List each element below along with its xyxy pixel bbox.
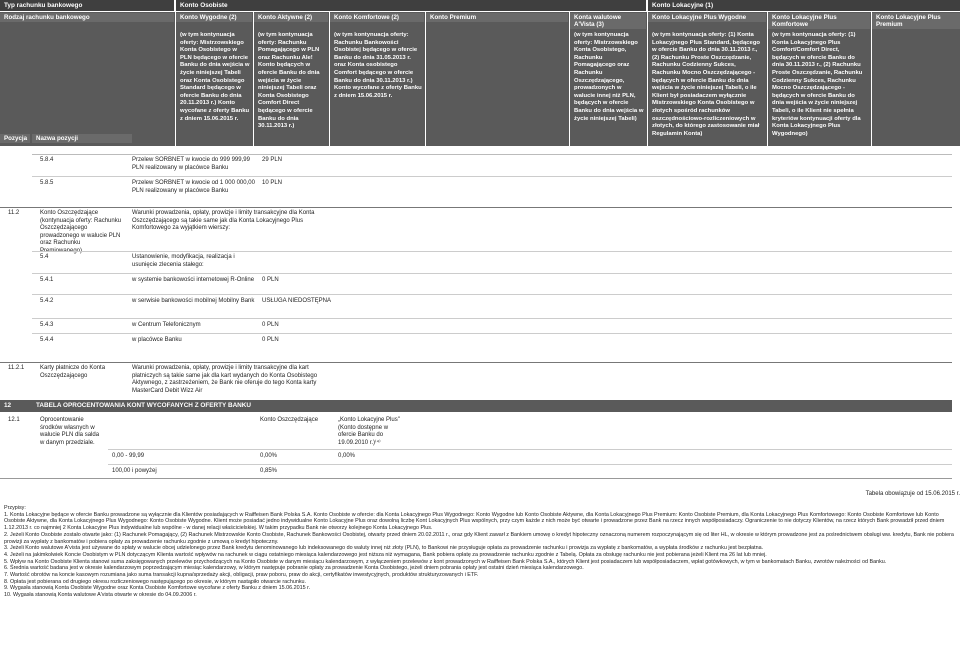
row-divider xyxy=(32,333,952,334)
footnote: 1. Konta Lokacyjne będące w ofercie Banku prowadzone są wyłącznie dla Klientów posiadających w Raiffeisen Bank Polska S.A. Konto Osobiste w ofercie: dla Konta Lokacyjnego Plus Wygodnego: Konto Wygodne lub Konto Osobiste Aktywne, dla Konta Lokacyjnego Plus Premium: Konto Osobiste Premium, dla Konta Lokacyjnego Plus Komfortowego: Konto Osobiste Komfortowe lub Konto Osobiste Aktywne, dla Konta Lokacyjnego Plus Wygodnego: Konto Osobiste Wygodne. Klient może posiadać jedno indywidualne Konto Lokacyjne Plus oraz dowolną liczbę Kont Lokacyjnych Plus wspólnych, przy czym każde z nich może być otwarte i prowadzone przez Bank na rzecz innych współposiadaczy. Ograniczenie to nie dotyczy Klientów, na rzecz których Bank prowadził przed dniem 1.12.2013 r. co najmniej 2 Konta Lokacyjne Plus indywidualne lub wspólne - w danej relacji właścicielskiej. W takim przypadku Bank nie otworzy kolejnego Konta Lokacyjnego Plus. xyxy=(4,511,945,532)
row-divider xyxy=(108,449,952,450)
row-name: w serwisie bankowości mobilnej Mobilny Bank xyxy=(132,298,255,304)
row-value: 29 PLN xyxy=(262,157,283,163)
section-12-title: TABELA OPROCENTOWANIA KONT WYCOFANYCH Z OFERTY BANKU xyxy=(36,402,252,409)
header-konto-lokacyjne: Konto Lokacyjne (1) xyxy=(648,0,960,11)
desc-lokacyjne-wygodne: (w tym kontynuacja oferty: (1) Konta Lokacyjnego Plus Standard, będącego w ofercie Banku do dnia 30.11.2013 r., (2) Rachunku Proste Oszczędzanie, Rachunku Codzienny Sukces, Rachunku Mocno Oszczędzającego - będących w ofercie Banku do dnia wejścia w życie niniejszej Tabeli, o ile Klient był posiadaczem wyłącznie Mistrzowskiego Konta Osobistego w złotych spośród rachunków oszczędnościowo-rozliczeniowych w złotych, do którego zastosowanie miał Regulamin Konta) xyxy=(652,32,761,137)
row-divider xyxy=(32,176,952,177)
row-name: Ustanowienie, modyfikacja, realizacja i usunięcie zlecenia stałego: xyxy=(132,254,235,268)
row-name: w systemie bankowości internetowej R-Online xyxy=(132,277,255,283)
row-num: 5.4.2 xyxy=(40,298,54,304)
row-num: 5.4.4 xyxy=(40,337,54,343)
interest-value-a: 0,85% xyxy=(260,468,278,474)
footnote: 6. Średnia wartość badana jest w okresie kalendarzowym poprzedzającym miesiąc kalendarzowy, w którym następuje pobranie opłaty za prowadzenie Konta Osobistego, jeżeli dniem pobrania opłaty jest ostatni dzień miesiąca kalendarzowego. xyxy=(4,565,584,572)
row-divider xyxy=(32,294,952,295)
interest-range: 0,00 - 99,99 xyxy=(112,453,145,459)
footnotes-title: Przypisy: xyxy=(4,505,26,511)
row-num: 5.8.4 xyxy=(40,157,54,163)
interest-col-b-header: „Konto Lokacyjne Plus" (Konto dostępne w ofercie Banku do 19.09.2010 r.)⁽⁴⁾ xyxy=(338,417,400,446)
col-lokacyjne-wygodne: Konto Lokacyjne Plus Wygodne xyxy=(648,13,766,22)
effective-date: Tabela obowiązuje od 15.06.2015 r. xyxy=(865,491,960,497)
interest-value-b: 0,00% xyxy=(338,453,356,459)
footnote: 7. Wartość obrotów na koncie kasowym rozumiana jako suma transakcji kupna/sprzedaży akcji, obligacji, praw poboru, praw do akcji, certyfikatów inwestycyjnych, produktów strukturyzowanych i ETF. xyxy=(4,572,479,579)
footnote: 10. Wygasła stanowią Konta walutowe A'vista otwarte w okresie do 04.09.2006 r. xyxy=(4,592,197,599)
row-value: Warunki prowadzenia, opłaty, prowizje i limity transakcyjne dla kart płatniczych są takie same jak dla kart wydanych do Konta Osobistego Aktywnego, z zastrzeżeniem, że Bank nie oferuje do tego Konta karty MasterCard Debit Wizz Air xyxy=(132,365,318,394)
row-value: 10 PLN xyxy=(262,180,283,186)
row-num: 11.2.1 xyxy=(8,365,25,371)
col-konto-wygodne: Konto Wygodne (2) xyxy=(176,13,252,22)
row-value: Warunki prowadzenia, opłaty, prowizje i limity transakcyjne dla Konta Oszczędzającego są takie same jak dla Konta Lokacyjnego Plus Komfortowego za wyjątkiem wierszy: xyxy=(132,210,315,232)
col-rodzaj: Rodzaj rachunku bankowego xyxy=(0,13,174,22)
row-name: w placówce Banku xyxy=(132,337,182,343)
row-num: 11.2 xyxy=(8,210,20,216)
row-num: 12.1 xyxy=(8,417,20,423)
row-divider xyxy=(32,273,952,274)
interest-value-a: 0,00% xyxy=(260,453,278,459)
row-divider xyxy=(32,154,952,155)
section-12-number: 12 xyxy=(4,402,12,409)
row-name: Konto Oszczędzające (kontynuacja oferty: Rachunku Oszczędzającego prowadzonego w walucie PLN oraz Rachunku xyxy=(40,210,122,247)
column-separator xyxy=(767,12,768,146)
header-typ-label: Typ rachunku bankowego xyxy=(0,0,174,11)
column-separator xyxy=(329,12,330,146)
footnote: 4. Jeżeli na jakimkolwiek Koncie Osobistym w PLN dotyczącym Klienta wartość wpływów na rachunek w ciągu ostatniego miesiąca kalendarzowego jest niższa niż wymagana, Bank pobiera opłatę za prowadzenie rachunku zgodnie z Tabelą. Opłata za obsługę rachunku nie jest pobierana jeżeli Klient ma 26 lat lub mniej. xyxy=(4,551,767,558)
row-name: w Centrum Telefonicznym xyxy=(132,322,201,328)
row-name: Przelew SORBNET w kwocie od 1 000 000,00 PLN realizowany w placówce Banku xyxy=(132,180,255,194)
col-lokacyjne-premium: Konto Lokacyjne Plus Premium xyxy=(872,13,960,29)
row-divider xyxy=(0,207,952,208)
row-name: Oprocentowanie środków własnych w walucie PLN dla salda w danym przedziale. xyxy=(40,417,100,446)
pozycja-label: Pozycja xyxy=(0,134,30,143)
row-value: USŁUGA NIEDOSTĘPNA xyxy=(262,298,332,304)
footnote: 3. Jeżeli Konto walutowe A'vista jest używane do spłaty w walucie obcej udzielonego przez Bank kredytu denominowanego lub indeksowanego do waluty innej niż złoty (PLN), to Bankowi nie przysługuje opłata za prowadzenie rachunku i prowizja za wypłatę z bankomatów, a wypłata środków z rachunku jest bezpłatna. xyxy=(4,545,764,552)
column-separator xyxy=(569,12,570,146)
column-separator xyxy=(425,12,426,146)
footnote: 2. Jeżeli Konto Osobiste zostało otwarte jako: (1) Rachunek Pomagający, (2) Rachunek Mistrzowskie Konto Osobiste, Rachunek Bankowości Osobistej, otwarty przed dniem 20.02.2011 r., oraz gdy Klient zawarł z Bankiem umowę o kredyt hipoteczny oznaczoną numerem rozpoczynającym się od liter HL, w okresie w którym prowadzone jest za pośrednictwem obsługi ww. kredytu, Bank nie pobiera prowizji za wypłaty z bankomatów i pobiera opłaty za prowadzenie rachunku zgodnie z umową o kredyt hipoteczny. xyxy=(4,531,954,545)
desc-konta-walutowe: (w tym kontynuacja oferty: Mistrzowskiego Konta Osobistego, Rachunku Pomagającego oraz Rachunku Oszczędzającego, prowadzonych w walucie innej niż PLN, będących w ofercie Banku do dnia wejścia w życie niniejszej Tabeli) xyxy=(574,32,644,122)
footnote: 9. Wygasła stanowią Konta Osobiste Wygodne oraz Konta Osobiste Komfortowe wycofane z oferty Banku z dniem 15.06.2015 r. xyxy=(4,585,311,592)
interest-range: 100,00 i powyżej xyxy=(112,468,157,474)
desc-konto-aktywne: (w tym kontynuacja oferty: Rachunku Pomagającego w PLN oraz Rachunku Ale! Konto będących w ofercie Banku do dnia wejścia w życie niniejszej Tabeli oraz Konta Osobistego Comfort Direct będącego w ofercie Banku do dnia 30.11.2013 r.) xyxy=(258,32,320,130)
footnotes xyxy=(4,505,956,655)
row-divider xyxy=(0,362,952,363)
desc-konto-wygodne: (w tym kontynuacja oferty: Mistrzowskiego Konta Osobistego w PLN będącego w ofercie Banku do dnia wejścia w życie niniejszej Tabeli oraz Konta Osobistego Standard będącego w ofercie Banku do dnia 20.11.2013 r.) Konto wycofane z oferty Banku z dniem 15.06.2015 r. xyxy=(180,32,250,122)
col-konto-aktywne: Konto Aktywne (2) xyxy=(254,13,328,22)
column-separator xyxy=(175,12,176,146)
desc-konto-komfortowe: (w tym kontynuacja oferty: Rachunku Bankowości Osobistej będącego w ofercie Banku do dnia 31.05.2013 r. oraz Konta osobistego Comfort będącego w ofercie Banku do dnia 30.11.2013 r.) Konto wycofane z oferty Banku z dniem 15.06.2015 r. xyxy=(334,32,422,99)
row-num: 5.4.1 xyxy=(40,277,54,283)
nazwa-pozycji-label: Nazwa pozycji xyxy=(32,134,132,143)
footnote: 8. Opłata jest pobierana od drugiego okresu rozliczeniowego następującego po okresie, w którym nastąpiło otwarcie rachunku. xyxy=(4,578,307,585)
footnote: 5. Wpływ na Konto Osobiste Klienta stanowi suma zaksięgowanych przelewów przychodzących na Konto Osobiste w danym miesiącu kalendarzowym, z wyłączeniem przelewów z kont prowadzonych w Raiffeisen Bank Polska S.A., których Klient jest posiadaczem lub współposiadaczem, wpłat gotówkowych, w tym w bankomatach Banku, zwrotów należności od Banku. xyxy=(4,558,887,565)
row-num: 5.8.5 xyxy=(40,180,54,186)
row-value: 0 PLN xyxy=(262,322,279,328)
row-divider xyxy=(32,251,952,252)
row-num: 5.4.3 xyxy=(40,322,54,328)
column-separator xyxy=(871,12,872,146)
column-separator xyxy=(647,12,648,146)
col-lokacyjne-komfortowe: Konto Lokacyjne Plus Komfortowe xyxy=(768,13,870,29)
desc-lokacyjne-komfortowe: (w tym kontynuacja oferty: (1) Konta Lokacyjnego Plus Comfort/Comfort Direct, będących w ofercie Banku do dnia 30.11.2013 r., (2) Rachunku Proste Oszczędzanie, Rachunku Codzienny Sukces, Rachunku Mocno Oszczędzającego - będących w ofercie Banku do dnia wejścia w życie niniejszej Tabeli, o ile Klient nie spełnia kryteriów kontynuacji oferty dla Konta Lokacyjnego Plus Wygodnego) xyxy=(772,32,863,137)
row-divider xyxy=(108,464,952,465)
col-konta-walutowe: Konta walutowe A'Vista (3) xyxy=(570,13,646,29)
row-divider xyxy=(32,318,952,319)
col-konto-premium: Konto Premium xyxy=(426,13,568,22)
header-konto-osobiste: Konto Osobiste xyxy=(176,0,646,11)
row-divider xyxy=(0,478,952,479)
column-separator xyxy=(253,12,254,146)
section-12-band xyxy=(0,400,952,412)
interest-col-a-header: Konto Oszczędzające xyxy=(260,417,319,423)
row-value: 0 PLN xyxy=(262,277,279,283)
col-konto-komfortowe: Konto Komfortowe (2) xyxy=(330,13,424,22)
row-name: Karty płatnicze do Konta Oszczędzającego xyxy=(40,365,106,379)
row-value: 0 PLN xyxy=(262,337,279,343)
row-name: Przelew SORBNET w kwocie do 999 999,99 PLN realizowany w placówce Banku xyxy=(132,157,250,171)
row-num: 5.4 xyxy=(40,254,49,260)
